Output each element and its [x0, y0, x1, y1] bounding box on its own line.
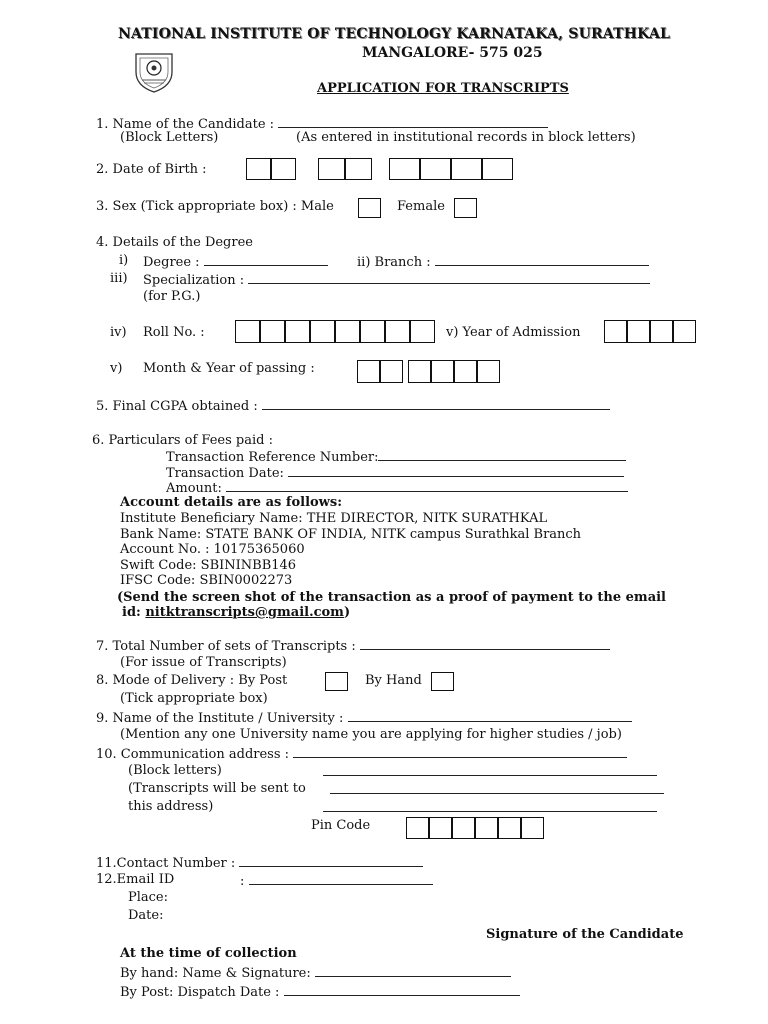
passing-label: Month & Year of passing : — [143, 361, 315, 376]
passing-month-boxes[interactable] — [357, 360, 403, 383]
institute-name: NATIONAL INSTITUTE OF TECHNOLOGY KARNATAKA, SURATHKAL — [118, 26, 671, 42]
spec-label: Specialization : — [143, 271, 650, 288]
q8-sub: (Tick appropriate box) — [120, 691, 268, 706]
q10-sub1: (Block letters) — [128, 763, 222, 778]
q12-label: 12.Email ID — [96, 872, 175, 887]
branch-label: ii) Branch : — [357, 253, 649, 270]
dob-day-boxes[interactable] — [246, 158, 296, 180]
institute-logo-icon — [130, 50, 178, 94]
beneficiary-text: Institute Beneficiary Name: THE DIRECTOR, NITK SURATHKAL — [120, 511, 548, 526]
date-label: Date: — [128, 908, 164, 923]
sets-field[interactable] — [360, 637, 610, 650]
q10-label: 10. Communication address : — [96, 745, 627, 762]
male-checkbox[interactable] — [358, 198, 381, 218]
account-heading: Account details are as follows: — [120, 495, 342, 510]
email-field[interactable] — [249, 872, 433, 885]
txn-ref-label: Transaction Reference Number: — [166, 448, 626, 465]
q11-label: 11.Contact Number : — [96, 854, 423, 871]
roll-boxes[interactable] — [235, 320, 435, 343]
txn-ref-field[interactable] — [378, 448, 626, 461]
female-checkbox[interactable] — [454, 198, 477, 218]
q1-label: 1. Name of the Candidate : — [96, 115, 548, 132]
cgpa-field[interactable] — [262, 397, 610, 410]
address-line1[interactable] — [293, 745, 627, 758]
q7-sub: (For issue of Transcripts) — [120, 655, 287, 670]
degree-label: Degree : — [143, 253, 328, 270]
form-title: APPLICATION FOR TRANSCRIPTS — [317, 81, 569, 96]
degree-field[interactable] — [204, 253, 328, 266]
payment-note-line2: id: nitktranscripts@gmail.com) — [122, 605, 351, 620]
q9-label: 9. Name of the Institute / University : — [96, 709, 632, 726]
by-post-checkbox[interactable] — [325, 672, 348, 691]
account-text: Account No. : 10175365060 — [120, 542, 305, 557]
contact-field[interactable] — [239, 854, 423, 867]
q1-sub-right: (As entered in institutional records in block letters) — [296, 130, 636, 145]
roll-num: iv) — [110, 325, 127, 340]
q5-label: 5. Final CGPA obtained : — [96, 397, 610, 414]
institute-city: MANGALORE- 575 025 — [362, 45, 543, 61]
dob-year-boxes[interactable] — [389, 158, 513, 180]
signature-label: Signature of the Candidate — [486, 927, 684, 942]
female-label: Female — [397, 199, 445, 214]
by-hand-checkbox[interactable] — [431, 672, 454, 691]
dispatch-date-field[interactable] — [284, 983, 520, 996]
bank-text: Bank Name: STATE BANK OF INDIA, NITK campus Surathkal Branch — [120, 527, 582, 542]
q3-label: 3. Sex (Tick appropriate box) : Male — [96, 199, 334, 214]
roll-label: Roll No. : — [143, 325, 205, 340]
by-hand-label: By Hand — [365, 673, 422, 688]
pin-boxes[interactable] — [406, 817, 544, 839]
institute-field[interactable] — [348, 709, 632, 722]
passing-year-boxes[interactable] — [408, 360, 500, 383]
dob-month-boxes[interactable] — [318, 158, 372, 180]
ifsc-text: IFSC Code: SBIN0002273 — [120, 573, 293, 588]
by-hand-collect-field[interactable] — [315, 964, 511, 977]
amount-field[interactable] — [226, 479, 628, 492]
q9-sub: (Mention any one University name you are applying for higher studies / job) — [120, 727, 622, 742]
address-line3[interactable] — [330, 781, 664, 794]
amount-label: Amount: — [166, 479, 628, 496]
payment-note-line1: (Send the screen shot of the transaction as a proof of payment to the email — [117, 590, 666, 605]
year-admission-boxes[interactable] — [604, 320, 696, 343]
name-field[interactable] — [278, 115, 548, 128]
place-label: Place: — [128, 890, 169, 905]
q7-label: 7. Total Number of sets of Transcripts : — [96, 637, 610, 654]
q2-label: 2. Date of Birth : — [96, 162, 207, 177]
email-link[interactable]: nitktranscripts@gmail.com — [145, 605, 344, 620]
by-hand-collect-label: By hand: Name & Signature: — [120, 964, 511, 981]
q6-label: 6. Particulars of Fees paid : — [92, 433, 273, 448]
address-line4[interactable] — [323, 799, 657, 812]
txn-date-field[interactable] — [288, 464, 624, 477]
address-line2[interactable] — [323, 763, 657, 776]
passing-num: v) — [110, 361, 123, 376]
year-admission-label: v) Year of Admission — [446, 325, 581, 340]
q4-label: 4. Details of the Degree — [96, 235, 253, 250]
pin-label: Pin Code — [311, 818, 371, 833]
q12-colon: : — [240, 872, 433, 889]
branch-field[interactable] — [435, 253, 649, 266]
q1-sub-left: (Block Letters) — [120, 130, 219, 145]
swift-text: Swift Code: SBININBB146 — [120, 558, 297, 573]
by-post-collect-label: By Post: Dispatch Date : — [120, 983, 520, 1000]
q10-sub2: (Transcripts will be sent to — [128, 781, 306, 796]
txn-date-label: Transaction Date: — [166, 464, 624, 481]
spec-num: iii) — [110, 271, 128, 286]
spec-note: (for P.G.) — [143, 289, 201, 304]
q10-sub3: this address) — [128, 799, 214, 814]
collection-heading: At the time of collection — [120, 946, 297, 961]
degree-num: i) — [119, 253, 129, 268]
q8-label: 8. Mode of Delivery : By Post — [96, 673, 288, 688]
specialization-field[interactable] — [248, 271, 650, 284]
